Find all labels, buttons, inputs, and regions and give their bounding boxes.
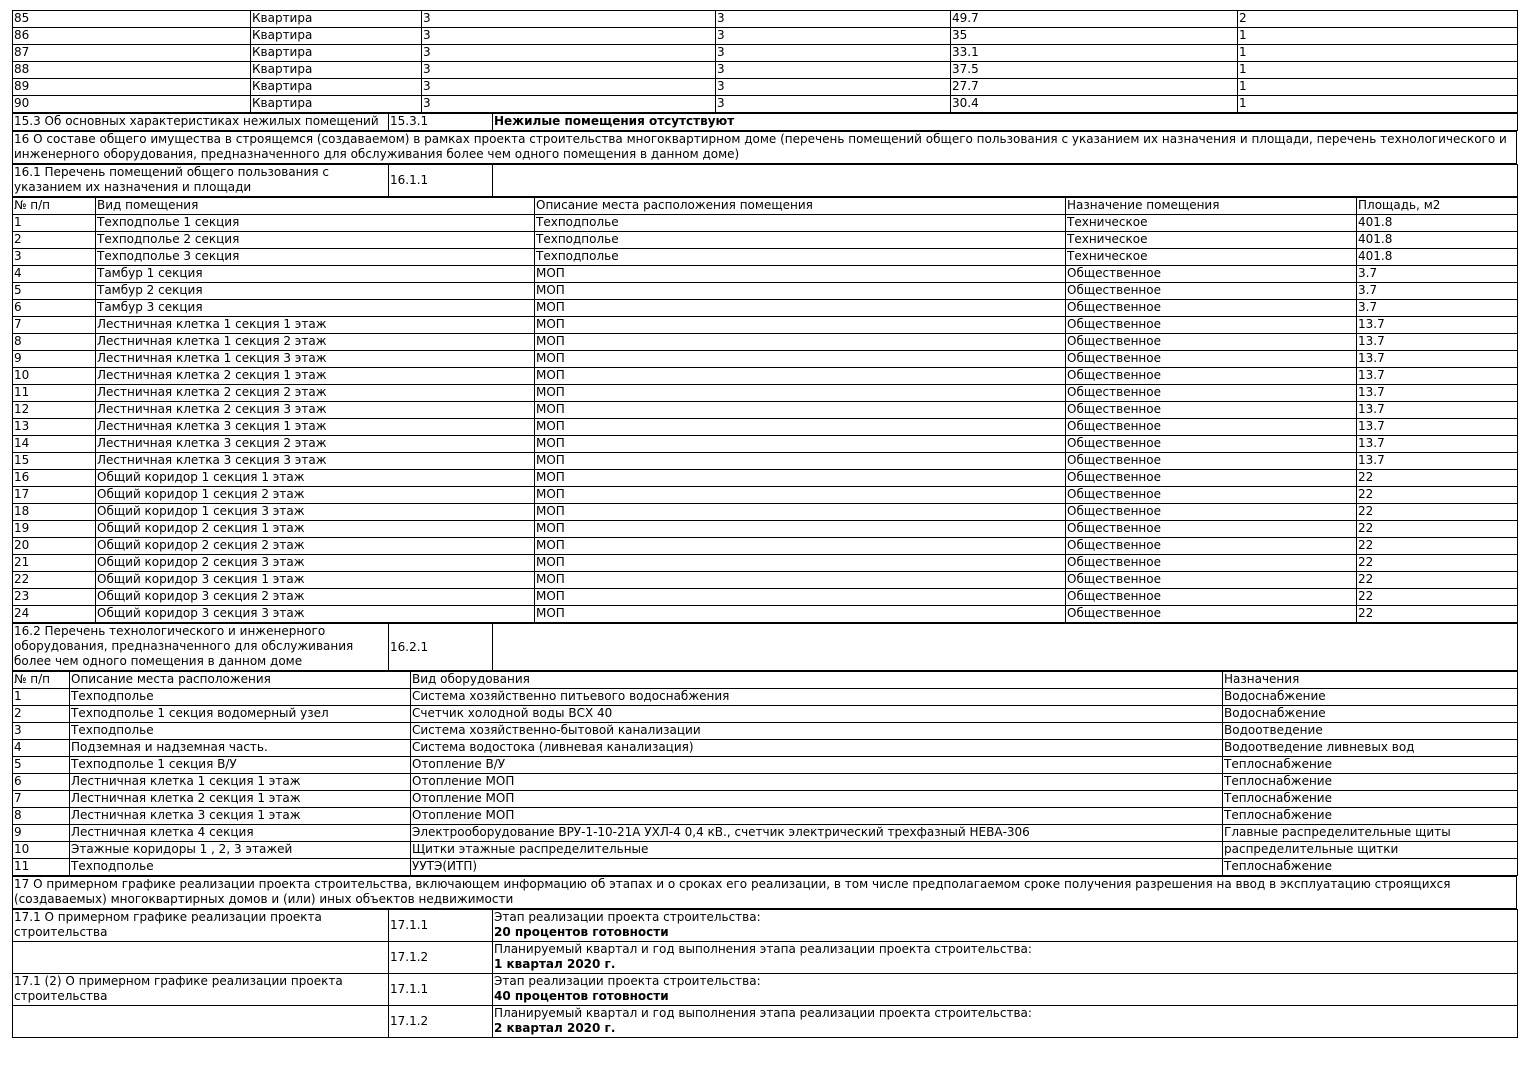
schedule-item-title: Этап реализации проекта строительства:	[494, 974, 761, 988]
table-cell: 18	[13, 504, 96, 521]
schedule-code: 17.1.2	[389, 942, 493, 974]
table-cell: 401.8	[1357, 215, 1518, 232]
schedule-label: 17.1 (2) О примерном графике реализации проекта строительства	[13, 974, 389, 1006]
schedule-item-title: Этап реализации проекта строительства:	[494, 910, 761, 924]
section-16-2	[12, 623, 1518, 671]
table-cell: Техподполье	[70, 723, 411, 740]
table-cell: Общий коридор 2 секция 1 этаж	[96, 521, 535, 538]
table-cell: 3.7	[1357, 300, 1518, 317]
table-cell: 13.7	[1357, 402, 1518, 419]
section-15-3-code: 15.3.1	[389, 114, 493, 131]
table-cell: 3	[422, 62, 716, 79]
table-cell: 5	[13, 283, 96, 300]
table-cell: 30.4	[951, 96, 1238, 113]
table-cell: МОП	[535, 266, 1066, 283]
schedule-code: 17.1.1	[389, 974, 493, 1006]
table-cell: 27.7	[951, 79, 1238, 96]
table-cell: 33.1	[951, 45, 1238, 62]
table-cell: Водоотведение ливневых вод	[1223, 740, 1518, 757]
table-cell: Общественное	[1066, 402, 1357, 419]
schedule-code: 17.1.2	[389, 1006, 493, 1038]
table-row	[13, 232, 1518, 249]
table-cell: 22	[1357, 555, 1518, 572]
table-cell: Общественное	[1066, 589, 1357, 606]
schedule-value	[493, 1006, 1518, 1038]
table-cell: Квартира	[251, 62, 422, 79]
table-cell: Этажные коридоры 1 , 2, 3 этажей	[70, 842, 411, 859]
table-row	[13, 589, 1518, 606]
table-cell: Общественное	[1066, 606, 1357, 623]
table-cell: Квартира	[251, 79, 422, 96]
table-cell: 3.7	[1357, 283, 1518, 300]
table-cell: Квартира	[251, 28, 422, 45]
table-cell: Лестничная клетка 4 секция	[70, 825, 411, 842]
table-cell: 87	[13, 45, 251, 62]
table-cell: 22	[13, 572, 96, 589]
section-17-header	[12, 876, 1517, 909]
table-cell: МОП	[535, 538, 1066, 555]
table-cell: 13.7	[1357, 385, 1518, 402]
table-cell: Лестничная клетка 3 секция 3 этаж	[96, 453, 535, 470]
table-cell: Отопление МОП	[411, 808, 1223, 825]
table-row	[13, 555, 1518, 572]
table-row	[13, 402, 1518, 419]
table-cell: 37.5	[951, 62, 1238, 79]
table-cell: Система водостока (ливневая канализация)	[411, 740, 1223, 757]
table-cell: 13.7	[1357, 334, 1518, 351]
table-cell: 13.7	[1357, 419, 1518, 436]
column-header: Описание места расположения помещения	[535, 198, 1066, 215]
table-cell: Отопление В/У	[411, 757, 1223, 774]
table-cell: Щитки этажные распределительные	[411, 842, 1223, 859]
table-cell: 3	[716, 28, 951, 45]
table-cell: МОП	[535, 453, 1066, 470]
table-cell: МОП	[535, 521, 1066, 538]
table-cell: Техподполье	[70, 689, 411, 706]
schedule-item-value: 40 процентов готовности	[494, 989, 669, 1003]
table-cell: Счетчик холодной воды ВСХ 40	[411, 706, 1223, 723]
table-cell: 22	[1357, 538, 1518, 555]
table-cell: МОП	[535, 470, 1066, 487]
section-16-2-code: 16.2.1	[389, 624, 493, 671]
table-cell: Техподполье 3 секция	[96, 249, 535, 266]
section-16-2-label: 16.2 Перечень технологического и инженерного оборудования, предназначенного для обслуживания более чем одного помещения в данном доме	[13, 624, 389, 671]
column-header: Назначения	[1223, 672, 1518, 689]
table-cell: 1	[13, 689, 70, 706]
table-cell: 16	[13, 470, 96, 487]
table-cell: Лестничная клетка 1 секция 3 этаж	[96, 351, 535, 368]
schedule-row	[13, 1006, 1518, 1038]
table-cell: Теплоснабжение	[1223, 757, 1518, 774]
table-cell: МОП	[535, 606, 1066, 623]
table-cell: 13	[13, 419, 96, 436]
table-cell: Техподполье 1 секция	[96, 215, 535, 232]
table-cell: 4	[13, 266, 96, 283]
table-row	[13, 368, 1518, 385]
table-cell: МОП	[535, 402, 1066, 419]
table-cell: 1	[13, 215, 96, 232]
table-row	[13, 283, 1518, 300]
table-row	[13, 470, 1518, 487]
table-row	[13, 487, 1518, 504]
table-cell: Общественное	[1066, 317, 1357, 334]
section-16-1	[12, 164, 1518, 197]
schedule-label-empty	[13, 942, 389, 974]
table-cell: Теплоснабжение	[1223, 859, 1518, 876]
table-cell: Подземная и надземная часть.	[70, 740, 411, 757]
section-16-1-code: 16.1.1	[389, 165, 493, 197]
table-cell: 1	[1238, 62, 1518, 79]
table-cell: Отопление МОП	[411, 774, 1223, 791]
table-cell: Лестничная клетка 2 секция 3 этаж	[96, 402, 535, 419]
table-cell: 3	[716, 11, 951, 28]
table-cell: Квартира	[251, 45, 422, 62]
table-cell: Общественное	[1066, 368, 1357, 385]
document-page	[12, 10, 1517, 1038]
table-row	[13, 436, 1518, 453]
table-cell: Общественное	[1066, 572, 1357, 589]
table-cell: Общий коридор 2 секция 2 этаж	[96, 538, 535, 555]
table-cell: 3.7	[1357, 266, 1518, 283]
table-row	[13, 504, 1518, 521]
table-cell: Теплоснабжение	[1223, 808, 1518, 825]
equipment-table	[12, 671, 1518, 876]
table-row	[13, 300, 1518, 317]
table-cell: 3	[422, 11, 716, 28]
table-row	[13, 808, 1518, 825]
column-header: Назначение помещения	[1066, 198, 1357, 215]
table-cell: Лестничная клетка 1 секция 1 этаж	[96, 317, 535, 334]
table-cell: Техническое	[1066, 232, 1357, 249]
table-cell: 22	[1357, 521, 1518, 538]
section-17-title: 17 О примерном графике реализации проекта строительства, включающем информацию об этапах и о сроках его реализации, в том числе предполагаемом сроке получения разрешения на ввод в эксплуатацию строящихся (создаваемых) многоквартирных домов и (или) иных объектов недвижимости	[13, 877, 1517, 909]
schedule-item-value: 1 квартал 2020 г.	[494, 957, 616, 971]
table-row	[13, 689, 1518, 706]
table-cell: 4	[13, 740, 70, 757]
column-header: № п/п	[13, 198, 96, 215]
section-15-3-label: 15.3 Об основных характеристиках нежилых помещений	[13, 114, 389, 131]
table-cell: Лестничная клетка 1 секция 1 этаж	[70, 774, 411, 791]
table-cell: Общественное	[1066, 487, 1357, 504]
table-cell: 401.8	[1357, 232, 1518, 249]
table-cell: Отопление МОП	[411, 791, 1223, 808]
table-row	[13, 757, 1518, 774]
section-16-title: 16 О составе общего имущества в строящемся (создаваемом) в рамках проекта строительства многоквартирном доме (перечень помещений общего пользования с указанием их назначения и площади, перечень технологического и инженерного оборудования, предназначенного для обслуживания более чем одного помещения в данном доме)	[13, 132, 1517, 164]
common-premises-table	[12, 197, 1518, 623]
table-cell: 3	[716, 45, 951, 62]
table-row	[13, 774, 1518, 791]
table-row	[13, 723, 1518, 740]
table-cell: Общественное	[1066, 283, 1357, 300]
table-cell: 3	[716, 79, 951, 96]
table-row	[13, 825, 1518, 842]
table-row	[13, 45, 1518, 62]
schedule-value	[493, 974, 1518, 1006]
table-row	[13, 859, 1518, 876]
section-16-1-empty	[493, 165, 1518, 197]
table-cell: Лестничная клетка 1 секция 2 этаж	[96, 334, 535, 351]
table-cell: МОП	[535, 572, 1066, 589]
table-cell: Лестничная клетка 2 секция 1 этаж	[96, 368, 535, 385]
table-cell: Тамбур 3 секция	[96, 300, 535, 317]
table-cell: 24	[13, 606, 96, 623]
table-cell: 13.7	[1357, 317, 1518, 334]
table-cell: 7	[13, 317, 96, 334]
table-row	[13, 572, 1518, 589]
table-cell: 3	[13, 249, 96, 266]
table-cell: распределительные щитки	[1223, 842, 1518, 859]
table-cell: МОП	[535, 419, 1066, 436]
table-cell: Техническое	[1066, 215, 1357, 232]
table-cell: 13.7	[1357, 436, 1518, 453]
table-cell: Общественное	[1066, 521, 1357, 538]
table-cell: 1	[1238, 96, 1518, 113]
table-cell: Лестничная клетка 2 секция 2 этаж	[96, 385, 535, 402]
table-cell: 3	[716, 96, 951, 113]
table-cell: Главные распределительные щиты	[1223, 825, 1518, 842]
table-row	[13, 419, 1518, 436]
table-cell: Общественное	[1066, 555, 1357, 572]
table-cell: 22	[1357, 572, 1518, 589]
table-row	[13, 453, 1518, 470]
table-cell: 22	[1357, 606, 1518, 623]
table-row	[13, 28, 1518, 45]
table-cell: 10	[13, 842, 70, 859]
table-cell: Общий коридор 1 секция 1 этаж	[96, 470, 535, 487]
table-cell: МОП	[535, 436, 1066, 453]
table-cell: УУТЭ(ИТП)	[411, 859, 1223, 876]
table-row	[13, 521, 1518, 538]
apartments-table	[12, 10, 1518, 113]
schedule-label: 17.1 О примерном графике реализации проекта строительства	[13, 910, 389, 942]
column-header: № п/п	[13, 672, 70, 689]
schedule-row	[13, 910, 1518, 942]
table-row	[13, 385, 1518, 402]
table-row	[13, 79, 1518, 96]
table-row	[13, 215, 1518, 232]
table-cell: Общественное	[1066, 385, 1357, 402]
table-cell: Общественное	[1066, 453, 1357, 470]
table-cell: МОП	[535, 300, 1066, 317]
table-cell: 86	[13, 28, 251, 45]
schedule-item-value: 2 квартал 2020 г.	[494, 1021, 616, 1035]
table-cell: МОП	[535, 504, 1066, 521]
table-cell: МОП	[535, 334, 1066, 351]
table-cell: Общественное	[1066, 419, 1357, 436]
schedule-item-value: 20 процентов готовности	[494, 925, 669, 939]
table-cell: 8	[13, 808, 70, 825]
schedule-item-title: Планируемый квартал и год выполнения этапа реализации проекта строительства:	[494, 942, 1032, 956]
table-row	[13, 334, 1518, 351]
table-row	[13, 11, 1518, 28]
table-cell: Техподполье	[535, 232, 1066, 249]
table-row	[13, 249, 1518, 266]
table-cell: 15	[13, 453, 96, 470]
table-cell: Водоснабжение	[1223, 706, 1518, 723]
table-cell: Техподполье 1 секция водомерный узел	[70, 706, 411, 723]
table-cell: Общий коридор 1 секция 2 этаж	[96, 487, 535, 504]
table-cell: 7	[13, 791, 70, 808]
schedule-table	[12, 909, 1518, 1038]
schedule-value	[493, 942, 1518, 974]
table-cell: Общий коридор 1 секция 3 этаж	[96, 504, 535, 521]
table-cell: МОП	[535, 283, 1066, 300]
table-cell: Общественное	[1066, 351, 1357, 368]
table-cell: 88	[13, 62, 251, 79]
table-cell: 3	[422, 45, 716, 62]
table-cell: 22	[1357, 589, 1518, 606]
schedule-row	[13, 942, 1518, 974]
table-row	[13, 706, 1518, 723]
table-row	[13, 606, 1518, 623]
table-cell: Система хозяйственно питьевого водоснабжения	[411, 689, 1223, 706]
table-cell: Водоотведение	[1223, 723, 1518, 740]
table-cell: Тамбур 1 секция	[96, 266, 535, 283]
table-cell: 6	[13, 300, 96, 317]
table-cell: 35	[951, 28, 1238, 45]
table-cell: 3	[13, 723, 70, 740]
table-cell: 401.8	[1357, 249, 1518, 266]
table-cell: Общий коридор 3 секция 3 этаж	[96, 606, 535, 623]
table-cell: 89	[13, 79, 251, 96]
table-row	[13, 538, 1518, 555]
table-cell: 5	[13, 757, 70, 774]
section-15-3-value: Нежилые помещения отсутствуют	[493, 114, 1518, 131]
table-cell: 13.7	[1357, 368, 1518, 385]
column-header: Вид помещения	[96, 198, 535, 215]
table-cell: МОП	[535, 555, 1066, 572]
table-cell: 21	[13, 555, 96, 572]
table-cell: 23	[13, 589, 96, 606]
table-cell: Техподполье 2 секция	[96, 232, 535, 249]
table-cell: Общий коридор 3 секция 1 этаж	[96, 572, 535, 589]
schedule-code: 17.1.1	[389, 910, 493, 942]
table-cell: Квартира	[251, 11, 422, 28]
table-row	[13, 96, 1518, 113]
table-cell: 3	[422, 96, 716, 113]
schedule-row	[13, 974, 1518, 1006]
table-cell: 9	[13, 351, 96, 368]
schedule-item-title: Планируемый квартал и год выполнения этапа реализации проекта строительства:	[494, 1006, 1032, 1020]
section-16-2-empty	[493, 624, 1518, 671]
table-row	[13, 740, 1518, 757]
schedule-label-empty	[13, 1006, 389, 1038]
table-cell: 13.7	[1357, 453, 1518, 470]
table-cell: Квартира	[251, 96, 422, 113]
table-cell: 1	[1238, 79, 1518, 96]
table-cell: 90	[13, 96, 251, 113]
table-cell: МОП	[535, 351, 1066, 368]
column-header: Площадь, м2	[1357, 198, 1518, 215]
table-cell: 1	[1238, 45, 1518, 62]
table-cell: Общественное	[1066, 334, 1357, 351]
table-cell: 22	[1357, 487, 1518, 504]
table-cell: Общий коридор 3 секция 2 этаж	[96, 589, 535, 606]
table-cell: 3	[422, 79, 716, 96]
table-cell: 2	[13, 706, 70, 723]
section-16-header	[12, 131, 1517, 164]
table-cell: 22	[1357, 470, 1518, 487]
table-cell: 13.7	[1357, 351, 1518, 368]
table-cell: МОП	[535, 368, 1066, 385]
table-cell: Водоснабжение	[1223, 689, 1518, 706]
table-row	[13, 842, 1518, 859]
table-row	[13, 317, 1518, 334]
table-cell: 22	[1357, 504, 1518, 521]
table-cell: Техподполье	[535, 215, 1066, 232]
table-cell: 10	[13, 368, 96, 385]
table-cell: Техподполье 1 секция В/У	[70, 757, 411, 774]
column-header: Вид оборудования	[411, 672, 1223, 689]
table-cell: 17	[13, 487, 96, 504]
table-cell: 49.7	[951, 11, 1238, 28]
table-cell: Общественное	[1066, 436, 1357, 453]
table-cell: Теплоснабжение	[1223, 774, 1518, 791]
table-cell: МОП	[535, 589, 1066, 606]
schedule-value	[493, 910, 1518, 942]
table-cell: МОП	[535, 487, 1066, 504]
section-16-1-label: 16.1 Перечень помещений общего пользования с указанием их назначения и площади	[13, 165, 389, 197]
table-cell: Техподполье	[70, 859, 411, 876]
table-cell: 2	[1238, 11, 1518, 28]
table-row	[13, 791, 1518, 808]
table-cell: Общественное	[1066, 538, 1357, 555]
table-cell: 20	[13, 538, 96, 555]
table-cell: Техподполье	[535, 249, 1066, 266]
table-row	[13, 351, 1518, 368]
table-cell: Лестничная клетка 2 секция 1 этаж	[70, 791, 411, 808]
table-cell: Общественное	[1066, 504, 1357, 521]
table-cell: 12	[13, 402, 96, 419]
table-cell: Система хозяйственно-бытовой канализации	[411, 723, 1223, 740]
table-cell: Лестничная клетка 3 секция 1 этаж	[96, 419, 535, 436]
table-cell: 2	[13, 232, 96, 249]
table-cell: 8	[13, 334, 96, 351]
table-cell: МОП	[535, 385, 1066, 402]
table-cell: 14	[13, 436, 96, 453]
table-cell: Общественное	[1066, 266, 1357, 283]
table-row	[13, 266, 1518, 283]
table-cell: 11	[13, 385, 96, 402]
table-cell: Лестничная клетка 3 секция 1 этаж	[70, 808, 411, 825]
column-header: Описание места расположения	[70, 672, 411, 689]
table-cell: МОП	[535, 317, 1066, 334]
table-cell: Теплоснабжение	[1223, 791, 1518, 808]
section-15-3	[12, 113, 1518, 131]
table-cell: Общественное	[1066, 470, 1357, 487]
table-cell: Электрооборудование ВРУ-1-10-21А УХЛ-4 0,4 кВ., счетчик электрический трехфазный НЕВА-306	[411, 825, 1223, 842]
table-cell: Техническое	[1066, 249, 1357, 266]
table-cell: 6	[13, 774, 70, 791]
table-cell: 3	[716, 62, 951, 79]
table-cell: 9	[13, 825, 70, 842]
table-row	[13, 62, 1518, 79]
table-cell: Общий коридор 2 секция 3 этаж	[96, 555, 535, 572]
table-cell: 11	[13, 859, 70, 876]
table-cell: Лестничная клетка 3 секция 2 этаж	[96, 436, 535, 453]
table-cell: 1	[1238, 28, 1518, 45]
table-cell: Тамбур 2 секция	[96, 283, 535, 300]
table-cell: Общественное	[1066, 300, 1357, 317]
table-cell: 85	[13, 11, 251, 28]
table-cell: 19	[13, 521, 96, 538]
table-cell: 3	[422, 28, 716, 45]
